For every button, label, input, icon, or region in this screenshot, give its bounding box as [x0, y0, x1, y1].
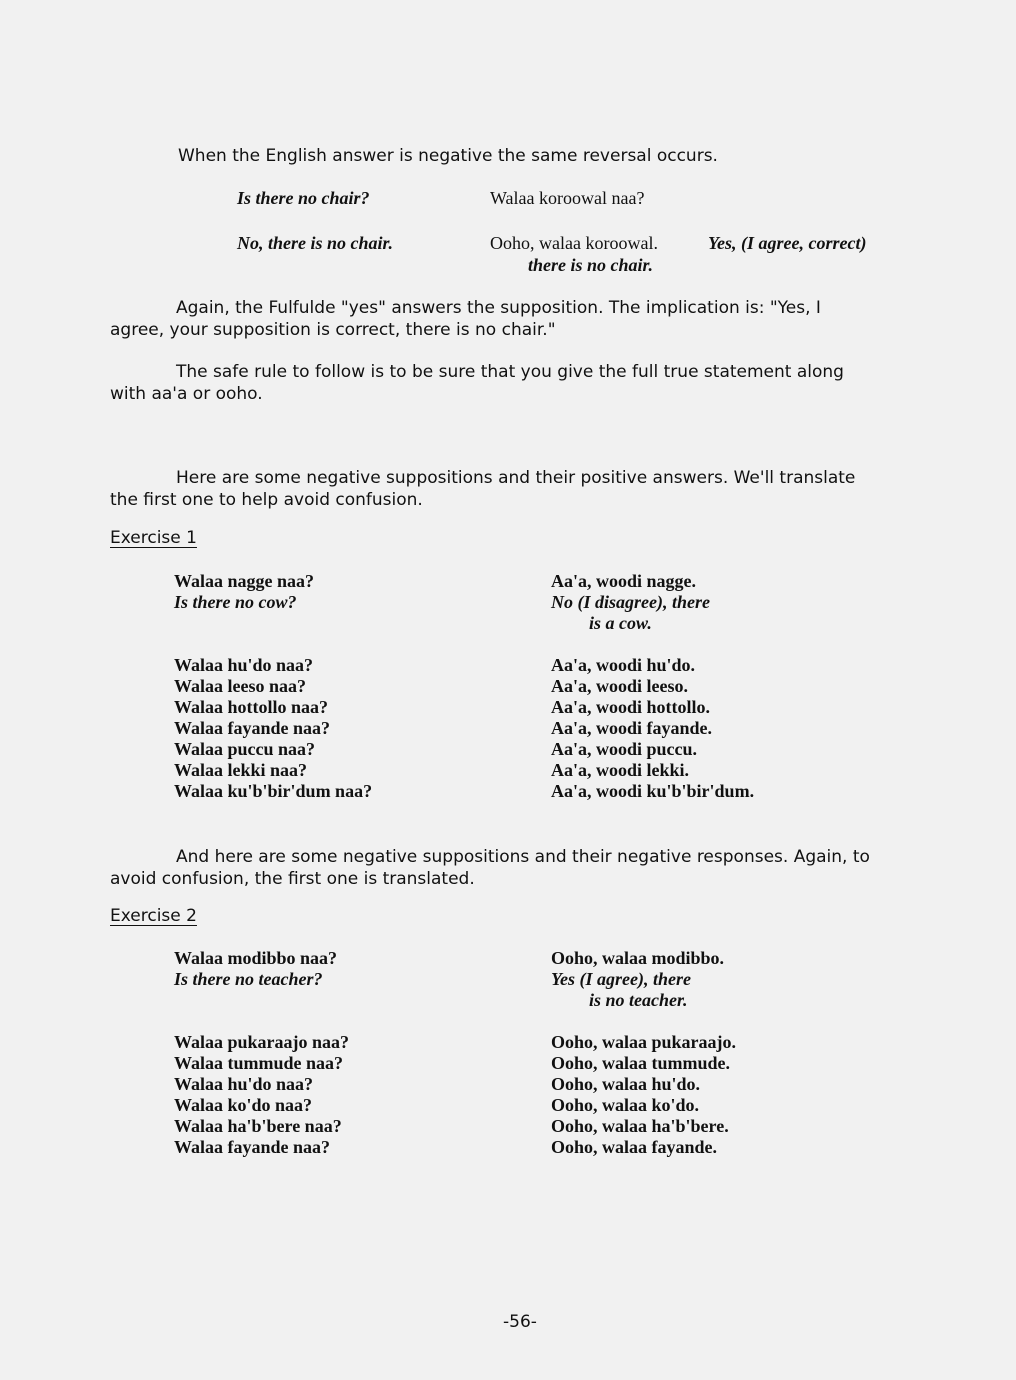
exercise1-question: Walaa puccu naa?	[174, 739, 316, 759]
exercise2-question: Walaa tummude naa?	[174, 1053, 344, 1073]
paragraph-safe-rule	[110, 361, 910, 405]
exercise1-answer: Aa'a, woodi fayande.	[551, 718, 713, 738]
exercise2-first-question: Walaa modibbo naa?	[174, 948, 338, 968]
exercise1-first-question: Walaa nagge naa?	[174, 571, 315, 591]
exercise2-answer: Ooho, walaa fayande.	[551, 1137, 718, 1157]
exercise1-heading: Exercise 1	[110, 528, 197, 548]
exercise2-answer: Ooho, walaa pukaraajo.	[551, 1032, 737, 1052]
exercise2-first-answer-translation-1: Yes (I agree), there	[551, 969, 691, 989]
exercise2-first-question-translation: Is there no teacher?	[174, 969, 323, 989]
exercise1-answer: Aa'a, woodi lekki.	[551, 760, 690, 780]
paragraph-line: Again, the Fulfulde "yes" answers the supposition. The implication is: "Yes, I	[176, 298, 821, 318]
exercise1-first-answer-translation-1: No (I disagree), there	[551, 592, 710, 612]
exercise1-question: Walaa hottollo naa?	[174, 697, 329, 717]
exercise2-first-answer-translation-2: is no teacher.	[589, 990, 688, 1010]
intro-sentence: When the English answer is negative the same reversal occurs.	[178, 146, 718, 166]
example-answer-fulfulde: Ooho, walaa koroowal.	[490, 233, 658, 253]
exercise1-answer: Aa'a, woodi leeso.	[551, 676, 688, 696]
exercise1-first-answer-translation-2: is a cow.	[589, 613, 652, 633]
example-answer-translation-1: Yes, (I agree, correct)	[708, 233, 867, 253]
paragraph-line: And here are some negative suppositions and their negative responses. Again, to	[176, 847, 870, 867]
paragraph-line: avoid confusion, the first one is translated.	[110, 869, 475, 889]
example-question-fulfulde: Walaa koroowal naa?	[490, 188, 645, 208]
exercise1-answer: Aa'a, woodi hottollo.	[551, 697, 711, 717]
exercise1-question: Walaa leeso naa?	[174, 676, 307, 696]
exercise1-question: Walaa ku'b'bir'dum naa?	[174, 781, 373, 801]
exercise2-heading: Exercise 2	[110, 906, 197, 926]
exercise2-question: Walaa hu'do naa?	[174, 1074, 314, 1094]
exercise2-question: Walaa ko'do naa?	[174, 1095, 313, 1115]
exercise1-question: Walaa hu'do naa?	[174, 655, 314, 675]
exercise1-answer: Aa'a, woodi puccu.	[551, 739, 698, 759]
page-number: -56-	[503, 1312, 537, 1332]
exercise1-question: Walaa lekki naa?	[174, 760, 308, 780]
exercise2-first-answer: Ooho, walaa modibbo.	[551, 948, 725, 968]
example-question-english: Is there no chair?	[237, 188, 370, 208]
exercise1-question: Walaa fayande naa?	[174, 718, 331, 738]
exercise1-first-question-translation: Is there no cow?	[174, 592, 297, 612]
exercise2-questions	[174, 948, 349, 1158]
paragraph-exercise2-intro	[110, 846, 910, 890]
exercise1-questions	[174, 571, 372, 802]
exercise2-question: Walaa ha'b'bere naa?	[174, 1116, 342, 1136]
paragraph-line: with aa'a or ooho.	[110, 384, 263, 404]
exercise1-answer: Aa'a, woodi hu'do.	[551, 655, 696, 675]
exercise1-answers	[551, 571, 754, 802]
exercise2-answer: Ooho, walaa ha'b'bere.	[551, 1116, 729, 1136]
paragraph-line: The safe rule to follow is to be sure that you give the full true statement along	[176, 362, 844, 382]
exercise1-first-answer: Aa'a, woodi nagge.	[551, 571, 697, 591]
exercise2-answer: Ooho, walaa hu'do.	[551, 1074, 701, 1094]
exercise1-answer: Aa'a, woodi ku'b'bir'dum.	[551, 781, 755, 801]
exercise2-answer: Ooho, walaa ko'do.	[551, 1095, 700, 1115]
paragraph-supposition	[110, 297, 910, 341]
example-answer-english: No, there is no chair.	[237, 233, 394, 253]
exercise2-answer: Ooho, walaa tummude.	[551, 1053, 731, 1073]
exercise2-question: Walaa fayande naa?	[174, 1137, 331, 1157]
paragraph-line: Here are some negative suppositions and their positive answers. We'll translate	[176, 468, 856, 488]
paragraph-line: the first one to help avoid confusion.	[110, 490, 423, 510]
paragraph-line: agree, your supposition is correct, there is no chair."	[110, 320, 556, 340]
paragraph-exercise1-intro	[110, 467, 910, 511]
exercise2-question: Walaa pukaraajo naa?	[174, 1032, 350, 1052]
example-answer-translation-2: there is no chair.	[528, 255, 654, 275]
exercise2-answers	[551, 948, 736, 1158]
